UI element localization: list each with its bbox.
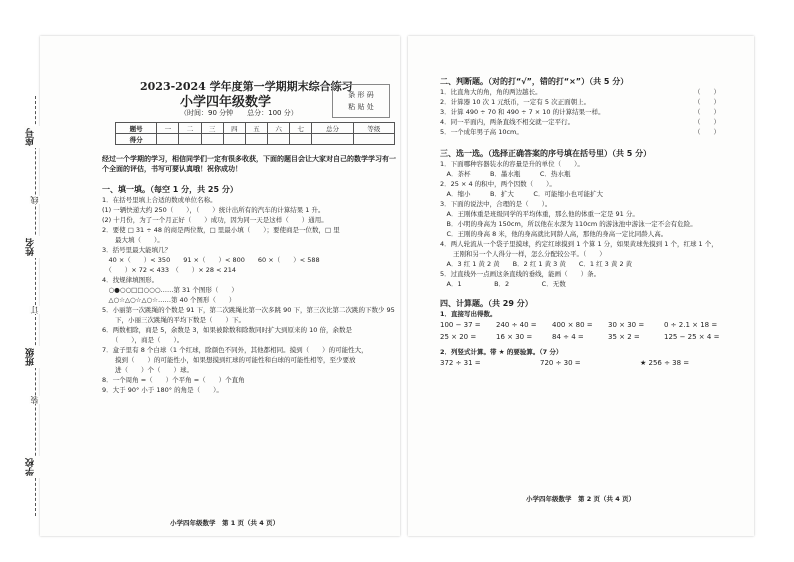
score-cell: 总分 xyxy=(312,123,353,134)
score-cell[interactable] xyxy=(223,134,245,145)
answer-bracket[interactable]: （ ） xyxy=(694,108,720,116)
question-line: 摸到（ ）的可能性小，如果想摸到红球的可能性和白球的可能性相等，至少要放 xyxy=(102,356,356,364)
binding-mark-line: 线 xyxy=(30,196,39,204)
score-cell[interactable] xyxy=(179,134,201,145)
question-line: ○●○○□□○○○……第 31 个图形（ ） xyxy=(102,286,238,294)
score-cell[interactable] xyxy=(312,134,353,145)
binding-mark-order: 订 xyxy=(30,306,39,314)
question-line: 3．括号里最大能填几？ xyxy=(102,246,172,254)
judge-item xyxy=(440,87,740,97)
question-line: 进（ ）个（ ）球。 xyxy=(102,366,193,374)
question-line: 最大填（ ）。 xyxy=(102,236,164,244)
calc-row xyxy=(440,357,746,369)
score-cell: 七 xyxy=(290,123,312,134)
question-line: (2) 十月份，为了一个月正好（ ）成功，因为同一天是这样（ ）通用。 xyxy=(102,216,328,224)
exam-info: （时间：90 分钟 总分：100 分） xyxy=(180,109,298,117)
answer-bracket[interactable]: （ ） xyxy=(694,88,720,96)
calc-item: 35 × 2 = xyxy=(608,333,640,341)
score-cell[interactable] xyxy=(268,134,290,145)
calc-item: 372 ÷ 31 = xyxy=(440,359,481,367)
section-title: 四、计算题。（共 29 分） xyxy=(440,299,533,308)
judge-text: 2．计算器 10 次 1 元纸币，一定有 5 次正面朝上。 xyxy=(440,98,591,106)
score-cell[interactable] xyxy=(201,134,223,145)
choice-line: A．王刚体重是班级同学的平均体重，那么他的体重一定是 91 分。 xyxy=(440,210,639,218)
binding-label-class: 班级 xyxy=(24,346,46,368)
choice-line: 3．下面的说法中，合理的是（ ）。 xyxy=(440,200,552,208)
calc-item: 16 × 30 = xyxy=(496,333,533,341)
exam-title: 2023-2024 学年度第一学期期末综合练习 xyxy=(140,80,353,93)
question-line: △○☆△○☆△○☆……第 40 个图形（ ） xyxy=(102,296,236,304)
calc-item: 240 ÷ 40 = xyxy=(496,321,537,329)
judge-text: 5．一个成年男子高 10cm。 xyxy=(440,128,523,136)
score-cell: 一 xyxy=(157,123,179,134)
choice-line: 5．过直线外一点画这条直线的垂线，能画（ ）条。 xyxy=(440,270,601,278)
choice-line: A．3 红 1 黄 2 黄 B．2 红 1 黄 3 黄 C．1 红 3 黄 2 黄 xyxy=(440,260,633,268)
calc-item: 400 × 80 = xyxy=(552,321,593,329)
choice-line: 1．下面哪种容器装水的容量是升的单位（ ）。 xyxy=(440,160,584,168)
calc-item: 125 − 25 × 4 = xyxy=(664,333,720,341)
calc-item: 25 × 20 = xyxy=(440,333,477,341)
barcode-label-1: 条 形 码 xyxy=(348,91,374,99)
score-cell: 等级 xyxy=(353,123,394,134)
question-line: （ ）× 72 < 433 （ ）× 28 < 214 xyxy=(102,266,237,274)
question-line: (1) 一辆快递大约 250（ ），（ ）统计出所有的汽车的计算结果 1 升。 xyxy=(102,206,325,214)
encouragement-text: 经过一个学期的学习，相信同学们一定有很多收获，下面的题目会让大家对自己的数学学习有一个全面的评估，书写可要认真哦！祝你成功！ xyxy=(102,155,396,173)
choice-line: 4．两人轮流从一个袋子里摸球，约定红球摸到 1 个算 1 分，如果黄球先摸到 1 个，红球 1 个， xyxy=(440,240,718,248)
question-line: 7．盒子里有 8 个白球（1 个红球，除颜色不同外，其他都相同。摸到（ ）的可能性大， xyxy=(102,346,368,354)
question-line: 4．找规律填图形。 xyxy=(102,276,159,284)
judge-item xyxy=(440,127,740,137)
section-title: 二、判断题。（对的打“√”，错的打“×”）（共 5 分） xyxy=(440,77,629,86)
answer-bracket[interactable]: （ ） xyxy=(694,118,720,126)
judge-text: 3．计算 490 ÷ 70 和 490 ÷ 7 × 10 的计算结果一样。 xyxy=(440,108,605,116)
question-line: 6．两数相除，商是 5，余数是 3，如果被除数和除数同时扩大到原来的 10 倍，余数是 xyxy=(102,326,352,334)
answer-bracket[interactable]: （ ） xyxy=(694,128,720,136)
score-cell: 六 xyxy=(268,123,290,134)
subsection-title: 1．直接写出得数。 xyxy=(440,310,497,318)
section-fill-in xyxy=(102,184,398,395)
question-line: 2．要使 □ 31 ÷ 48 的商是两位数，□ 里最小填（ ）；要使商是一位数，□ 里 xyxy=(102,226,340,234)
section-title: 一、填一填。（每空 1 分，共 25 分） xyxy=(102,185,238,194)
calc-item: 0 ÷ 2.1 × 18 = xyxy=(664,321,718,329)
question-line: 40 ×（ ）< 350 91 ×（ ）< 800 60 ×（ ）< 588 xyxy=(102,256,320,264)
binding-label-name: 姓名 xyxy=(24,236,46,258)
question-line: 8．一个周角 =（ ）个平角 =（ ）个直角 xyxy=(102,376,245,384)
calc-item: 84 ÷ 4 = xyxy=(552,333,584,341)
page-footer: 小学四年级数学 第 1 页（共 4 页） xyxy=(170,519,280,527)
binding-label-school: 学校 xyxy=(24,456,46,478)
score-cell: 得分 xyxy=(116,134,157,145)
section-calculate xyxy=(440,298,746,369)
question-line: 下，小丽三次跳绳的平均下数是（ ）下。 xyxy=(102,316,245,324)
exam-subject: 小学四年级数学 xyxy=(180,95,272,110)
judge-item xyxy=(440,97,740,107)
choice-line: 王刚和另一个人得分一样，怎么分配较公平。（ ） xyxy=(440,250,606,258)
section-choose xyxy=(440,148,740,289)
choice-line: B．小明的身高为 150cm，所以他在水深为 110cm 的游泳池中游泳一定不会有危险。 xyxy=(440,220,697,228)
score-cell: 五 xyxy=(245,123,267,134)
question-line: 9．大于 90° 小于 180° 的角是（ ）。 xyxy=(102,386,223,394)
score-cell[interactable] xyxy=(245,134,267,145)
score-cell: 三 xyxy=(201,123,223,134)
question-line: 5．小丽第一次跳绳的个数是 91 下，第二次跳绳比第一次多跳 90 下，第三次比第二次跳的下数少 95 xyxy=(102,306,395,314)
calc-row xyxy=(440,319,746,331)
score-cell: 四 xyxy=(223,123,245,134)
choice-line: 2．25 × 4 的积中，两个因数（ ）。 xyxy=(440,180,556,188)
calc-item: ★ 256 ÷ 38 = xyxy=(640,359,690,367)
score-cell: 题号 xyxy=(116,123,157,134)
judge-item xyxy=(440,117,740,127)
score-cell[interactable] xyxy=(157,134,179,145)
score-table-score-row xyxy=(116,134,395,145)
calc-item: 720 ÷ 30 = xyxy=(540,359,581,367)
choice-line: A．茶杯 B．墨水瓶 C．热水瓶 xyxy=(440,170,571,178)
exam-page-2 xyxy=(408,36,754,536)
judge-text: 1．比直角大的角，角的两边越长。 xyxy=(440,88,542,96)
exam-page-1 xyxy=(26,36,400,536)
barcode-label-2: 粘 贴 处 xyxy=(348,103,374,111)
calc-row xyxy=(440,331,746,343)
choice-line: C．王刚的身高 8 米，他的身高就比同龄人高，那他的身高一定比同龄人高。 xyxy=(440,230,668,238)
choice-line: A．1 B．2 C．无数 xyxy=(440,280,566,288)
binding-strip xyxy=(10,96,50,516)
section-judge xyxy=(440,76,740,137)
judge-item xyxy=(440,107,740,117)
question-line: 1．在括号里填上合适的数或单位名称。 xyxy=(102,196,217,204)
score-table xyxy=(115,122,395,145)
barcode-area xyxy=(332,84,390,118)
question-line: （ ），商是（ ）。 xyxy=(102,336,184,344)
calc-item: 30 × 30 = xyxy=(608,321,645,329)
calc-item: 100 − 37 = xyxy=(440,321,481,329)
score-cell[interactable] xyxy=(290,134,312,145)
choice-line: A．缩小 B．扩大 C．可能缩小也可能扩大 xyxy=(440,190,603,198)
section-title: 三、选一选。（选择正确答案的序号填在括号里）（共 5 分） xyxy=(440,149,652,158)
binding-label-seat: 座号 xyxy=(24,126,46,148)
subsection-title: 2．列竖式计算。带 ★ 的要验算。（7 分） xyxy=(440,348,563,356)
score-cell: 二 xyxy=(179,123,201,134)
score-table-header-row xyxy=(116,123,395,134)
score-cell[interactable] xyxy=(353,134,394,145)
answer-bracket[interactable]: （ ） xyxy=(694,98,720,106)
page-footer: 小学四年级数学 第 2 页（共 4 页） xyxy=(526,495,636,503)
judge-text: 4．同一平面内，两条直线不相交就一定平行。 xyxy=(440,118,575,126)
binding-mark-bind: 装 xyxy=(30,396,39,404)
